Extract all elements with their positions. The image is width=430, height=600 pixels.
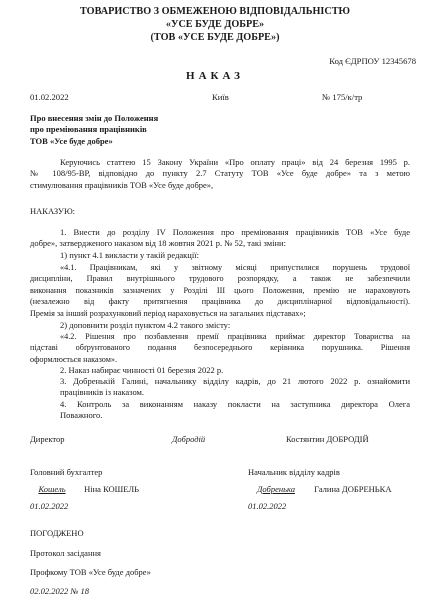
director-role: Директор — [30, 434, 65, 444]
quote-line: оформлюється наказом». — [30, 354, 118, 364]
quote-4-1 — [30, 262, 410, 319]
edrpou-code: Код ЄДРПОУ 12345678 — [329, 56, 416, 66]
order-number: № 175/к/тр — [322, 92, 363, 102]
director-signature: Добродій — [172, 434, 206, 444]
item-1-line: добре», затвердженого наказом від 18 жовтня 2021 р. № 52, такі зміни: — [30, 238, 286, 249]
org-name-line3: (ТОВ «УСЕ БУДЕ ДОБРЕ») — [150, 32, 280, 43]
preamble-line: Керуючись статтею 15 Закону України «Про оплату праці» від 24 березня 1995 р. — [60, 157, 410, 167]
item-4-line: Поважного. — [60, 410, 103, 421]
approval-protocol: Протокол засідання — [30, 548, 101, 558]
item-3 — [30, 376, 410, 399]
item-1-line: 1. Внести до розділу IV Положення про преміювання працівників ТОВ «Усе буде — [60, 227, 410, 237]
order-subject — [30, 113, 158, 147]
quote-line: підставі обґрунтованого подання безпосереднього керівника порушника. Рішення — [30, 343, 410, 353]
quote-line: (незалежно від факту притягнення працівника до дисциплінарної відповідальності). — [30, 297, 410, 307]
quote-line: Премія за інший розрахунковий період нараховується на загальних підставах»; — [30, 308, 306, 318]
hr-date: 01.02.2022 — [248, 501, 287, 511]
subject-line: Про внесення змін до Положення — [30, 113, 159, 123]
approval-protocol-ref: 02.02.2022 № 18 — [30, 586, 90, 596]
approval-title: ПОГОДЖЕНО — [30, 528, 84, 538]
accountant-date: 01.02.2022 — [30, 501, 69, 511]
subject-line: про преміювання працівників — [30, 124, 147, 135]
accountant-name: Ніна КОШЕЛЬ — [84, 484, 139, 494]
org-name-line2: «УСЕ БУДЕ ДОБРЕ» — [165, 19, 265, 30]
accountant-signature: Кошель — [38, 484, 66, 494]
director-name: Костянтин ДОБРОДІЙ — [286, 434, 369, 444]
order-date: 01.02.2022 — [30, 92, 69, 102]
order-word: НАКАЗУЮ: — [30, 206, 76, 216]
org-name-line1: ТОВАРИСТВО З ОБМЕЖЕНОЮ ВІДПОВІДАЛЬНІСТЮ — [80, 6, 350, 17]
preamble-line: стимулювання працівників ТОВ «Усе буде добре», — [30, 179, 214, 190]
preamble-line: № 108/95-ВР, відповідно до пункту 2.7 Статуту ТОВ «Усе буде добре» та з метою — [30, 168, 410, 179]
hr-role: Начальник відділу кадрів — [248, 467, 340, 477]
quote-line: дисципліни, Правил внутрішнього трудового розпорядку, а також не забезпечили — [30, 274, 410, 284]
approval-union: Профкому ТОВ «Усе буде добре» — [30, 567, 151, 577]
item-3-line: 3. Добренькій Галині, начальнику відділу кадрів, до 21 лютого 2022 р. ознайомити — [60, 376, 410, 386]
item-2: 2. Наказ набирає чинності 01 березня 2022 р. — [60, 365, 224, 375]
accountant-signature-row — [30, 484, 139, 495]
quote-line: «4.1. Працівникам, які у звітному місяці припустилися порушень трудової — [60, 263, 410, 272]
item-4-line: 4. Контроль за виконанням наказу покласти на заступника директора Олега — [60, 399, 410, 409]
document-title: НАКАЗ — [186, 70, 244, 82]
item-1-2: 2) доповнити розділ пунктом 4.2 такого змісту: — [60, 320, 231, 330]
item-3-line: працівників із наказом. — [60, 387, 145, 398]
item-4 — [30, 399, 410, 422]
preamble — [30, 157, 410, 191]
item-1-1: 1) пункт 4.1 викласти у такій редакції: — [60, 250, 199, 260]
hr-name: Галина ДОБРЕНЬКА — [314, 484, 392, 494]
quote-4-2 — [30, 331, 410, 365]
quote-line: «4.2. Рішення про позбавлення премії працівника приймає директор Товариства на — [60, 332, 410, 341]
quote-line: виконання показників зазначених у Розділі ІІІ цього Положення, премію не нараховують — [30, 285, 410, 295]
order-city: Київ — [212, 92, 229, 102]
hr-signature-row — [248, 484, 391, 495]
item-1 — [30, 227, 410, 250]
accountant-role: Головний бухгалтер — [30, 467, 103, 477]
subject-line: ТОВ «Усе буде добре» — [30, 135, 113, 146]
hr-signature: Добренька — [257, 484, 295, 494]
